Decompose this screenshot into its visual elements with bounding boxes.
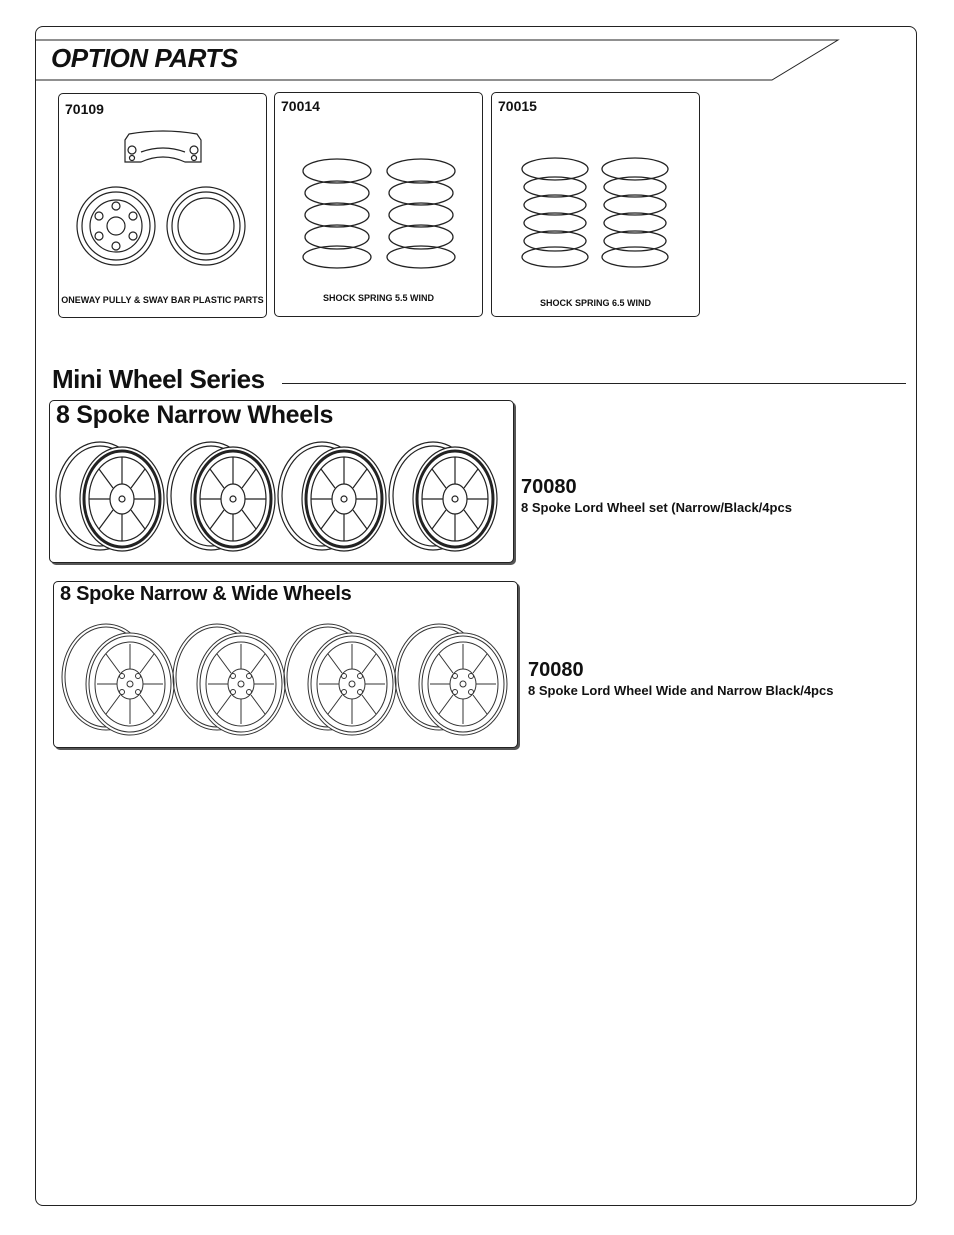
part-number: 70015 [498, 98, 537, 114]
part-number: 70109 [65, 101, 104, 117]
wheel-card-title: 8 Spoke Narrow Wheels [56, 401, 334, 429]
part-card-70015 [491, 92, 700, 317]
part-card-70014 [274, 92, 483, 317]
product-number: 70080 [521, 476, 577, 498]
product-description: 8 Spoke Lord Wheel set (Narrow/Black/4pcs [521, 500, 792, 515]
shock-spring-illustration [275, 93, 484, 318]
wheel-card-narrow-wide [53, 581, 518, 748]
narrow-wide-wheels-illustration [54, 582, 519, 749]
part-card-70109 [58, 93, 267, 318]
wheel-card-title: 8 Spoke Narrow & Wide Wheels [60, 583, 352, 605]
part-caption: ONEWAY PULLY & SWAY BAR PLASTIC PARTS [61, 295, 264, 305]
pulley-swaybar-illustration [59, 94, 268, 319]
section-divider [282, 383, 906, 384]
part-number: 70014 [281, 98, 320, 114]
shock-spring-illustration [492, 93, 701, 318]
product-number: 70080 [528, 659, 584, 681]
part-caption: SHOCK SPRING 5.5 WIND [322, 293, 434, 303]
page-title: OPTION PARTS [51, 43, 238, 73]
wheel-card-narrow [49, 400, 514, 563]
section-title: Mini Wheel Series [52, 364, 265, 394]
product-description: 8 Spoke Lord Wheel Wide and Narrow Black/4pcs [528, 683, 834, 698]
part-caption: SHOCK SPRING 6.5 WIND [539, 298, 651, 308]
